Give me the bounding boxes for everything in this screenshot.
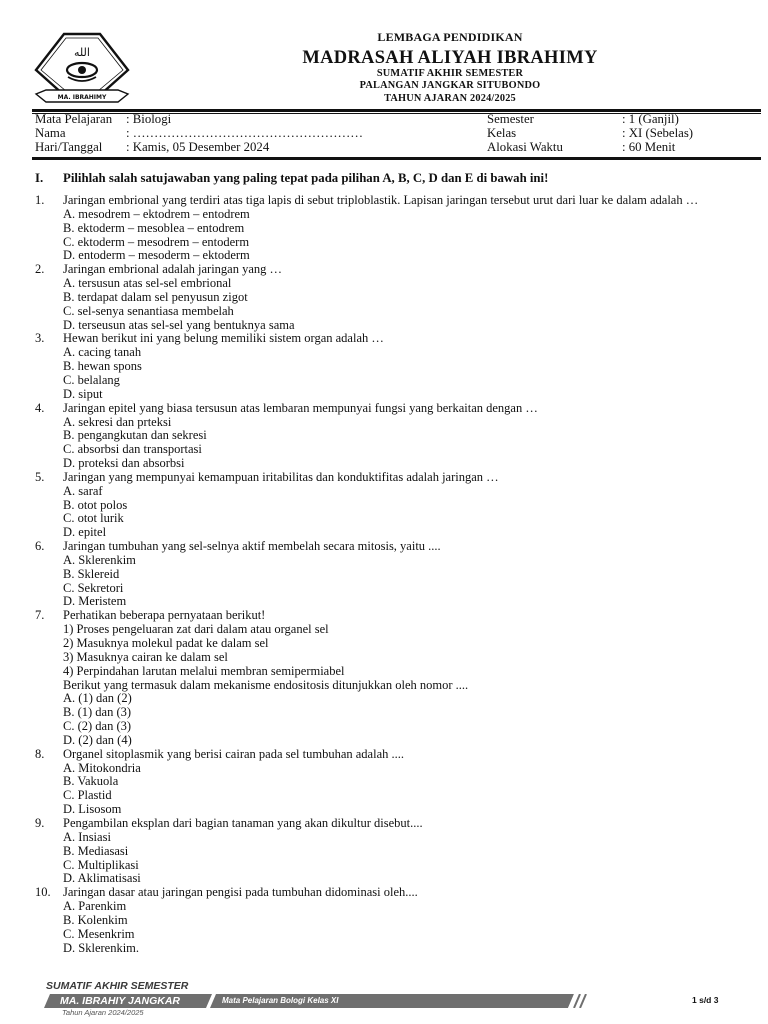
footer-subject: Mata Pelajaran Bologi Kelas XI: [222, 996, 339, 1005]
option-a: A. tersusun atas sel-sel embrional: [63, 276, 232, 291]
question-stem: Jaringan epitel yang biasa tersusun atas lembaran mempunyai fungsi yang berkaitan dengan …: [63, 400, 538, 415]
option-c: C. absorbsi dan transportasi: [63, 442, 202, 457]
question-number: 9.: [35, 815, 45, 830]
question-number: 8.: [35, 746, 45, 761]
option-d: D. terseusun atas sel-sel yang bentuknya sama: [63, 317, 295, 332]
question-number: 3.: [35, 331, 45, 346]
option-d: D. Sklerenkim.: [63, 940, 140, 955]
semester-label: Semester: [487, 112, 534, 126]
school-logo: [34, 32, 130, 106]
option-b: B. (1) dan (3): [63, 705, 132, 720]
option-c: C. sel-senya senantiasa membelah: [63, 303, 234, 318]
question-list: [35, 194, 735, 955]
info-labels-right: [487, 112, 563, 154]
option-b: B. terdapat dalam sel penyusun zigot: [63, 289, 248, 304]
option-d: D. entoderm – mesoderm – ektoderm: [63, 248, 250, 263]
question-stem: Perhatikan beberapa pernyataan berikut!: [63, 608, 266, 623]
option-b: B. otot polos: [63, 497, 128, 512]
question-stem: Pengambilan eksplan dari bagian tanaman yang akan dikultur disebut....: [63, 815, 423, 830]
question-stem: Hewan berikut ini yang belung memiliki sistem organ adalah …: [63, 331, 384, 346]
info-divider: [32, 157, 761, 160]
semester-value: : 1 (Ganjil): [622, 112, 679, 126]
section-number: I.: [35, 171, 44, 185]
section-instruction: Pilihlah salah satujawaban yang paling tepat pada pilihan A, B, C, D dan E di bawah ini!: [63, 171, 549, 185]
logo-banner-text: MA. IBRAHIMY: [57, 94, 107, 101]
statement-2: 2) Masuknya molekul padat ke dalam sel: [63, 636, 269, 650]
question-9: [35, 817, 735, 886]
question-number: 7.: [35, 608, 45, 623]
subject-value: : Biologi: [126, 112, 172, 126]
question-stem: Jaringan dasar atau jaringan pengisi pada tumbuhan didominasi oleh....: [63, 885, 418, 900]
question-stem: Jaringan embrional adalah jaringan yang …: [63, 262, 283, 277]
option-a: A. mesodrem – ektodrem – entodrem: [63, 206, 250, 221]
question-stem: Jaringan tumbuhan yang sel-selnya aktif membelah secara mitosis, yaitu ....: [63, 539, 441, 554]
option-b: B. ektoderm – mesoblea – entodrem: [63, 220, 245, 235]
name-label: Nama: [35, 126, 66, 140]
option-b: B. Mediasasi: [63, 843, 129, 858]
option-c: C. ektoderm – mesodrem – entoderm: [63, 234, 250, 249]
question-number: 10.: [35, 885, 51, 900]
school-address: PALANGAN JANGKAR SITUBONDO: [359, 80, 541, 91]
footer-school-name: MA. IBRAHIY JANGKAR: [60, 995, 180, 1007]
question-number: 1.: [35, 193, 45, 207]
question-number: 2.: [35, 262, 45, 277]
question-5: [35, 471, 735, 540]
name-field: : ………………………………………………: [126, 126, 364, 140]
option-a: A. sekresi dan prteksi: [63, 414, 172, 429]
option-a: A. Sklerenkim: [63, 552, 136, 567]
subject-label: Mata Pelajaran: [35, 112, 113, 126]
option-a: A. (1) dan (2): [63, 691, 132, 706]
option-d: D. Meristem: [63, 594, 127, 609]
exam-title: SUMATIF AKHIR SEMESTER: [376, 68, 524, 79]
question-stem: Jaringan yang mempunyai kemampuan iritabilitas dan konduktifitas adalah jaringan …: [63, 469, 499, 484]
footer-academic-year: Tahun Ajaran 2024/2025: [62, 1008, 144, 1017]
info-values-left: [126, 112, 363, 154]
class-label: Kelas: [487, 126, 517, 140]
question-prompt: Berikut yang termasuk dalam mekanisme endositosis ditunjukkan oleh nomor ....: [63, 677, 469, 692]
info-labels-left: [35, 112, 112, 154]
statement-3: 3) Masuknya cairan ke dalam sel: [63, 649, 228, 664]
question-4: [35, 402, 735, 471]
question-8: [35, 748, 735, 817]
question-number: 4.: [35, 400, 45, 415]
option-d: D. (2) dan (4): [63, 732, 132, 747]
option-b: B. Vakuola: [63, 774, 119, 789]
question-3: [35, 332, 735, 401]
question-6: [35, 540, 735, 609]
footer-exam-title: SUMATIF AKHIR SEMESTER: [46, 980, 189, 992]
question-7: [35, 609, 735, 747]
option-a: A. Insiasi: [63, 829, 111, 844]
option-d: D. Lisosom: [63, 802, 122, 817]
time-label: Alokasi Waktu: [487, 140, 563, 154]
question-number: 5.: [35, 469, 45, 484]
option-b: B. Kolenkim: [63, 912, 128, 927]
logo-arabic-text: الله: [74, 46, 90, 59]
option-c: C. Sekretori: [63, 580, 124, 595]
question-stem: Jaringan embrional yang terdiri atas tiga lapis di sebut triploblastik. Lapisan jaringan tersebut urut dari luar ke dalam adalah …: [63, 193, 699, 207]
date-label: Hari/Tanggal: [35, 140, 103, 154]
option-c: C. Multiplikasi: [63, 857, 139, 872]
option-c: C. belalang: [63, 372, 120, 387]
page-number: 1 s/d 3: [692, 995, 719, 1005]
question-number: 6.: [35, 539, 45, 554]
option-a: A. cacing tanah: [63, 345, 142, 360]
academic-year: TAHUN AJARAN 2024/2025: [384, 93, 516, 104]
option-c: C. Plastid: [63, 788, 112, 803]
date-value: : Kamis, 05 Desember 2024: [126, 140, 270, 154]
institution-name: LEMBAGA PENDIDIKAN: [377, 30, 523, 44]
time-value: : 60 Menit: [622, 140, 676, 154]
option-b: B. hewan spons: [63, 359, 142, 374]
option-d: D. epitel: [63, 525, 107, 540]
statement-1: 1) Proses pengeluaran zat dari dalam atau organel sel: [63, 622, 329, 637]
option-c: C. Mesenkrim: [63, 926, 135, 941]
option-d: D. Aklimatisasi: [63, 871, 141, 886]
question-10: [35, 886, 735, 955]
school-name: MADRASAH ALIYAH IBRAHIMY: [302, 48, 598, 68]
option-a: A. Mitokondria: [63, 760, 141, 775]
option-c: C. otot lurik: [63, 511, 124, 526]
option-a: A. Parenkim: [63, 899, 127, 914]
question-1: [35, 194, 735, 263]
question-stem: Organel sitoplasmik yang berisi cairan pada sel tumbuhan adalah ....: [63, 746, 404, 761]
option-d: D. proteksi dan absorbsi: [63, 456, 185, 471]
option-b: B. Sklereid: [63, 566, 120, 581]
info-values-right: [622, 112, 693, 154]
question-2: [35, 263, 735, 332]
option-a: A. saraf: [63, 483, 103, 498]
class-value: : XI (Sebelas): [622, 126, 694, 140]
statement-4: 4) Perpindahan larutan melalui membran semipermiabel: [63, 663, 345, 678]
option-c: C. (2) dan (3): [63, 719, 132, 734]
option-b: B. pengangkutan dan sekresi: [63, 428, 207, 443]
option-d: D. siput: [63, 386, 103, 401]
